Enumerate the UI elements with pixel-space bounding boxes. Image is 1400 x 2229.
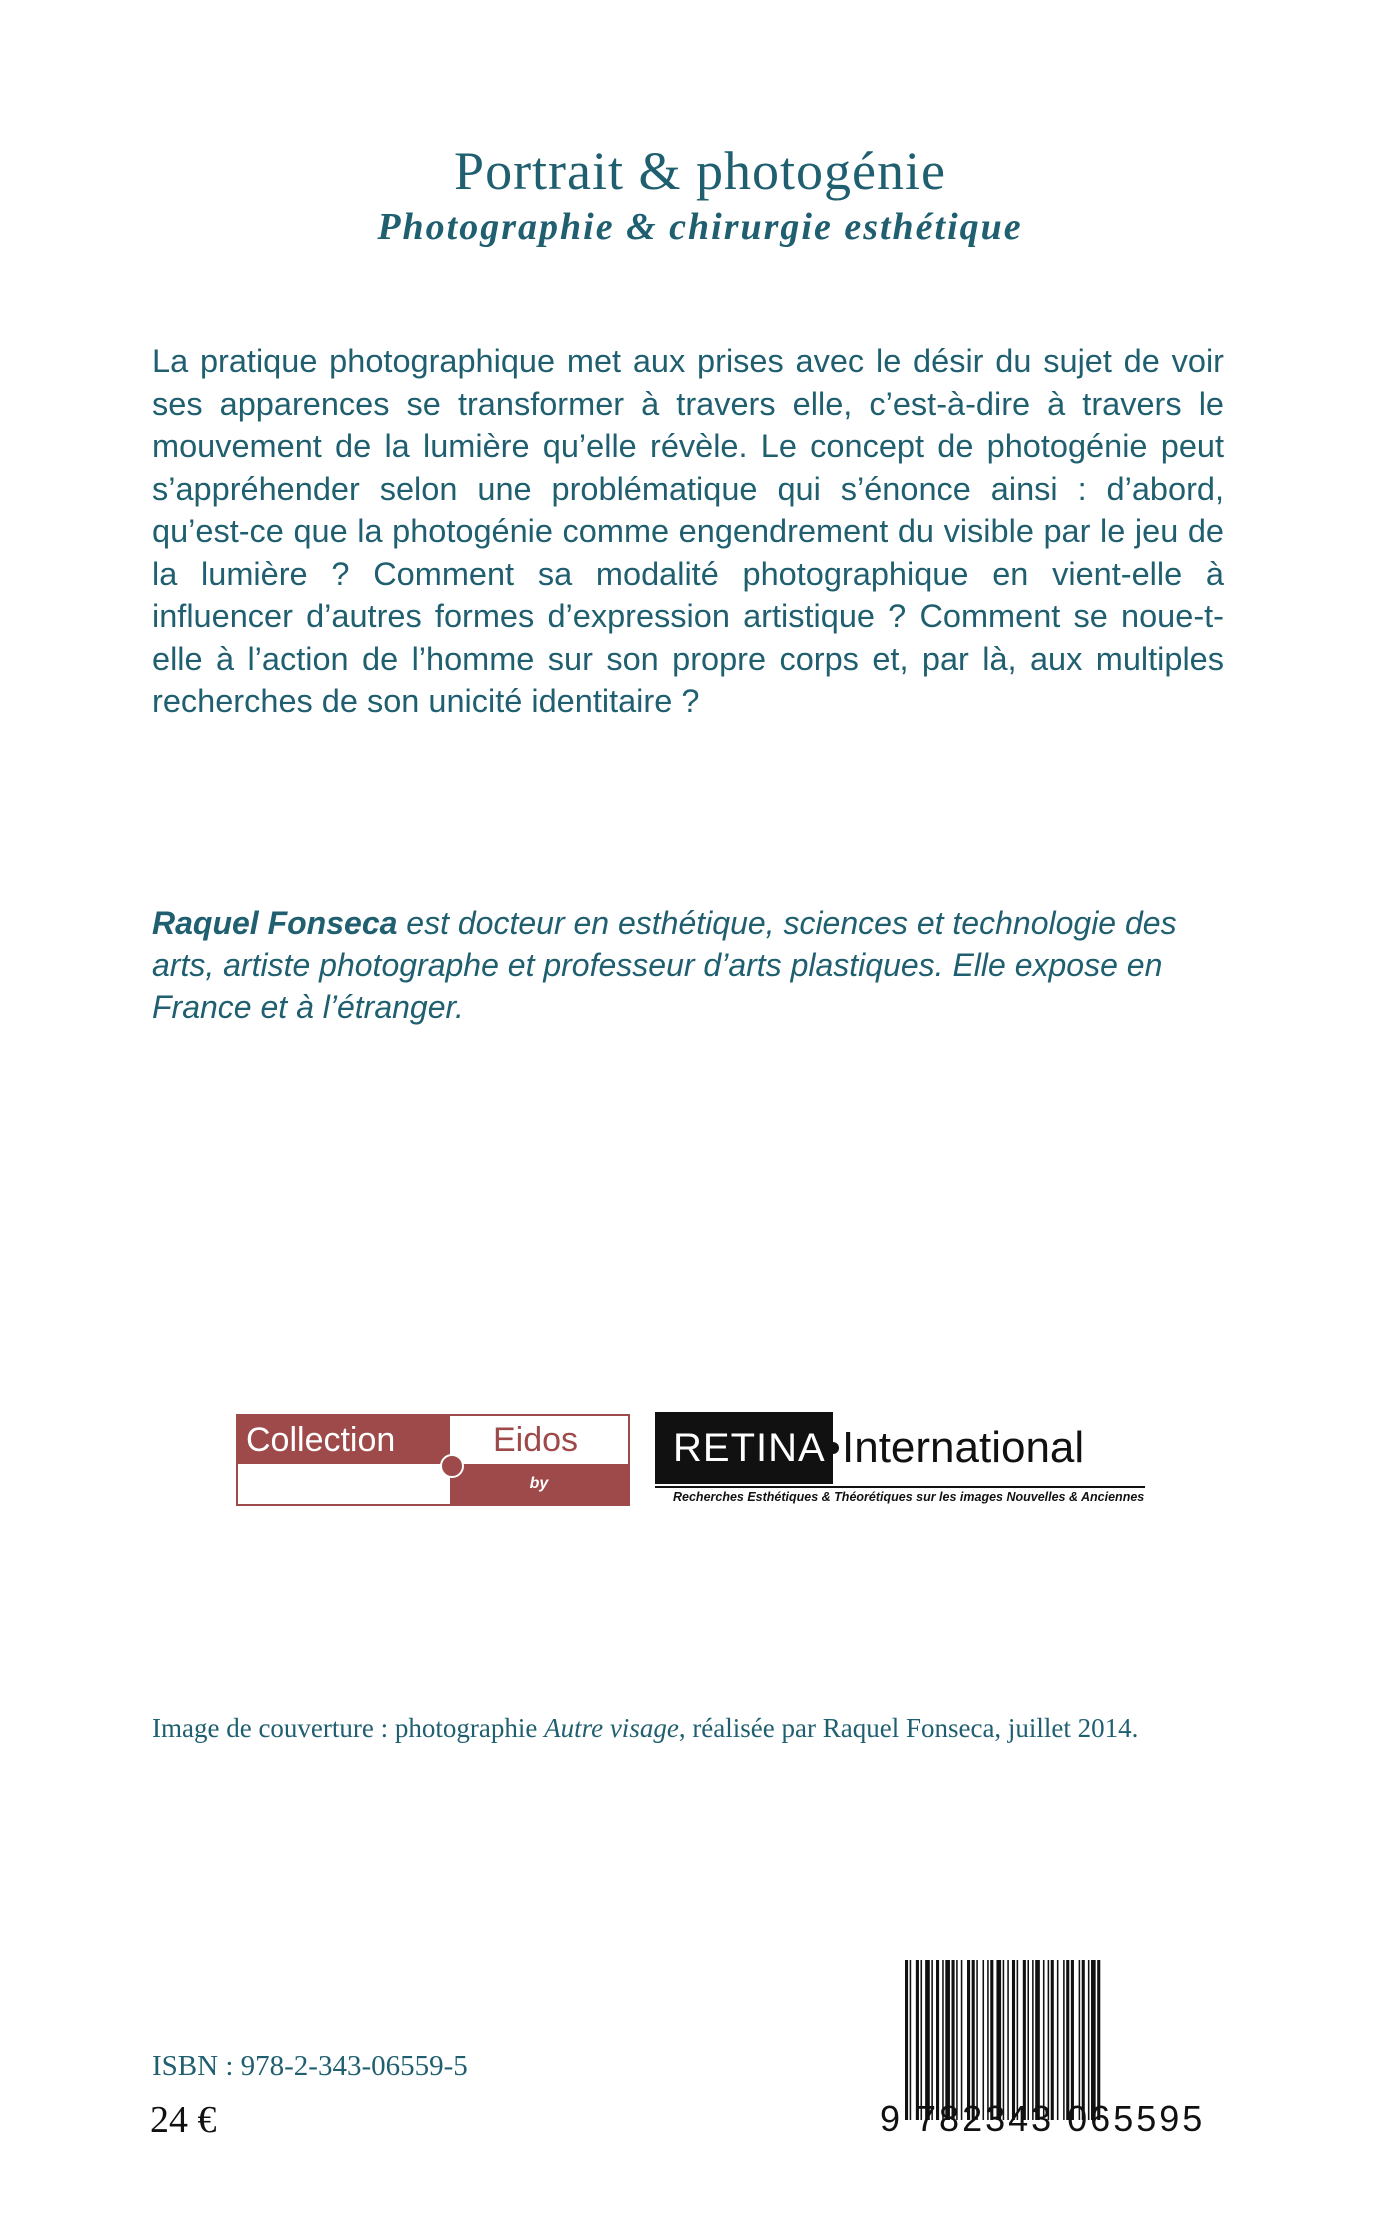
isbn: ISBN : 978-2-343-06559-5 <box>152 2050 468 2082</box>
eidos-dot-icon <box>440 1454 464 1478</box>
blurb-paragraph: La pratique photographique met aux prises avec le désir du sujet de voir ses apparences se transformer à travers elle, c’est-à-dire à travers le mouvement de la lumière qu’elle révèle. Le concept de photogénie peut s’appréhender selon une problématique qui s’énonce ainsi : d’abord, qu’est-ce que la photogénie comme engendrement du visible par le jeu de la lumière ? Comment sa modalité photographique en vient-elle à influencer d’autres formes d’expression artistique ? Comment se noue-t-elle à l’action de l’homme sur son propre corps et, par là, aux multiples recherches de son unicité identitaire ? <box>152 343 1224 719</box>
retina-international-logo <box>655 1412 1145 1507</box>
eidos-logo-byline: by RETINA.International <box>450 1464 628 1504</box>
price: 24 € <box>150 2099 217 2141</box>
retina-logo-left: RETINA <box>655 1412 833 1484</box>
author-name: Raquel Fonseca <box>152 905 398 941</box>
retina-rule <box>655 1486 1145 1488</box>
eidos-logo-left: Collection <box>238 1416 450 1464</box>
book-title: Portrait & photogénie <box>454 141 946 201</box>
credit-work: Autre visage <box>544 1713 679 1743</box>
cover-credit <box>152 1713 1138 1744</box>
barcode-digits: 9 782343 065595 <box>880 2098 1206 2139</box>
credit-suffix: , réalisée par Raquel Fonseca, juillet 2014. <box>678 1713 1139 1743</box>
credit-prefix: Image de couverture : photographie <box>152 1713 545 1743</box>
eidos-logo-right: Eidos <box>493 1421 579 1459</box>
author-bio-text: est docteur en esthétique, sciences et technologie des arts, artiste photographe et professeur d’arts plastiques. Elle expose en France et à l’étranger. <box>152 905 1177 1025</box>
retina-tagline: Recherches Esthétiques & Théorétiques sur les images Nouvelles & Anciennes <box>673 1490 1145 1504</box>
barcode-icon <box>905 1960 1215 2120</box>
retina-logo-right: International <box>842 1423 1085 1472</box>
collection-eidos-logo <box>236 1414 630 1532</box>
book-subtitle: Photographie & chirurgie esthétique <box>377 206 1023 248</box>
author-bio <box>152 902 1232 1028</box>
retina-dot-icon <box>827 1442 839 1454</box>
